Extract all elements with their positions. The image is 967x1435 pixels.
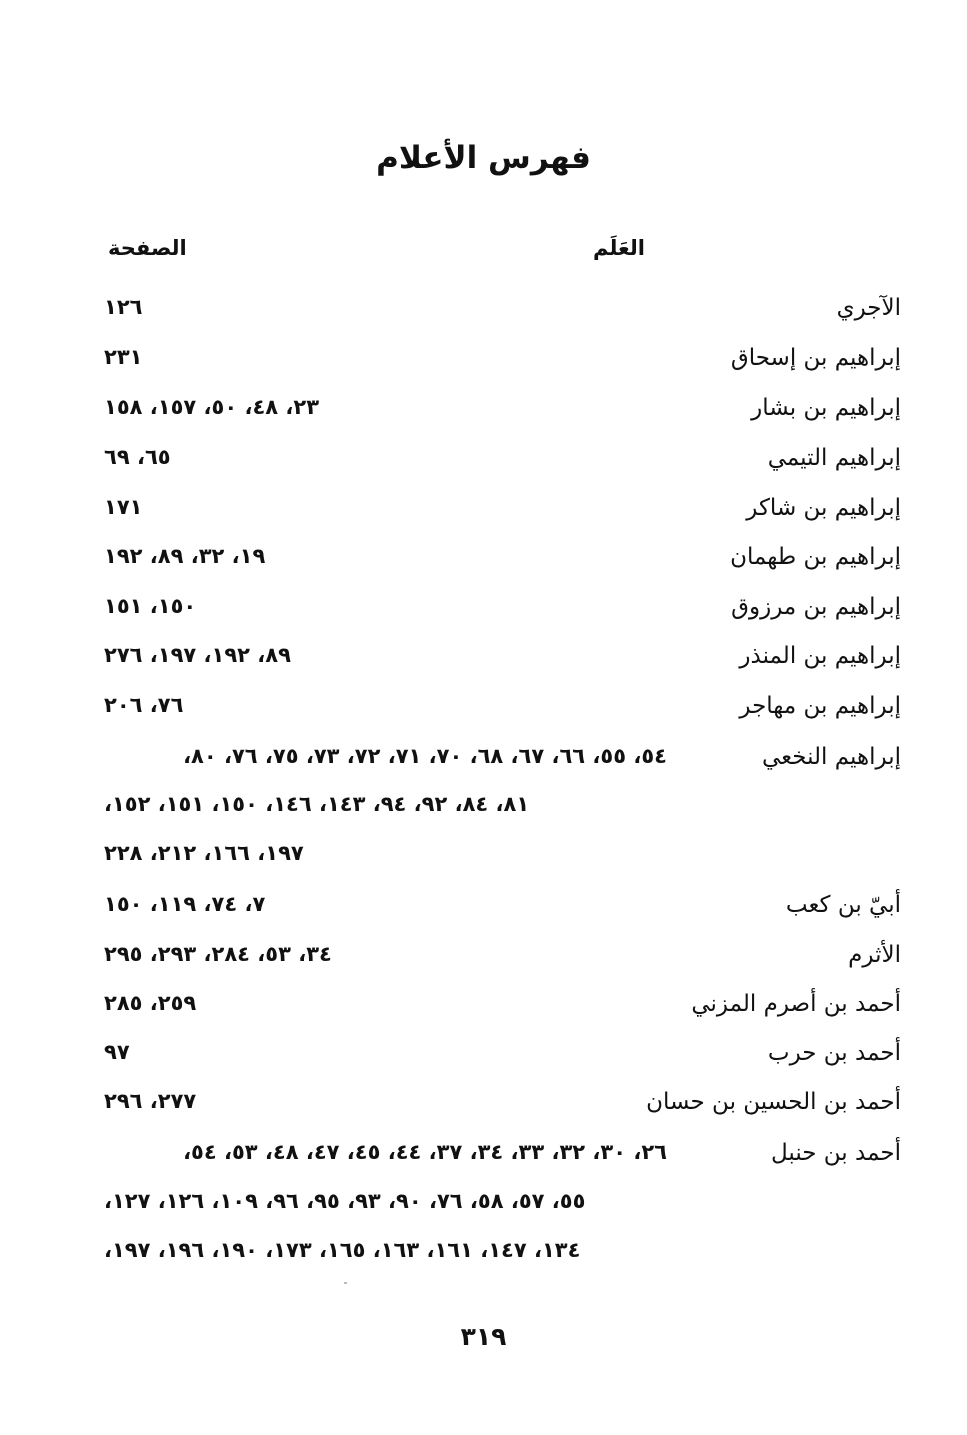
index-entry: [0, 393, 967, 433]
entry-pages: ٢٦، ٣٠، ٣٢، ٣٣، ٣٤، ٣٧، ٤٤، ٤٥، ٤٧، ٤٨، ٥٣، ٥٤،: [183, 1140, 667, 1164]
entry-pages: ٢٣، ٤٨، ٥٠، ١٥٧، ١٥٨: [104, 395, 320, 419]
entry-name: إبراهيم بن شاكر: [746, 495, 901, 521]
entry-name: إبراهيم بن إسحاق: [730, 345, 901, 371]
entry-pages: ١٢٦: [104, 295, 143, 319]
entry-name: إبراهيم بن مرزوق: [731, 594, 901, 620]
entry-name: أبيّ بن كعب: [785, 892, 901, 918]
index-entry: [0, 742, 967, 782]
entry-pages: ٥٥، ٥٧، ٥٨، ٧٦، ٩٠، ٩٣، ٩٥، ٩٦، ١٠٩، ١٢٦، ١٢٧،: [104, 1189, 586, 1213]
entry-name: أحمد بن أصرم المزني: [691, 991, 901, 1017]
entry-pages: ١٣٤، ١٤٧، ١٦١، ١٦٣، ١٦٥، ١٧٣، ١٩٠، ١٩٦، ١٩٧،: [104, 1238, 581, 1262]
index-entry: [0, 443, 967, 483]
entry-pages: ١٥٠، ١٥١: [104, 594, 197, 618]
index-entry: [0, 343, 967, 383]
index-entry-continuation: [0, 1236, 967, 1276]
entry-pages: ٥٤، ٥٥، ٦٦، ٦٧، ٦٨، ٧٠، ٧١، ٧٢، ٧٣، ٧٥، ٧٦، ٨٠،: [183, 744, 667, 768]
index-entry: [0, 1087, 967, 1127]
entry-pages: ١٧١: [104, 495, 143, 519]
page-title: فهرس الأعلام: [376, 140, 591, 176]
entry-name: أحمد بن الحسين بن حسان: [646, 1089, 901, 1115]
entry-pages: ٦٥، ٦٩: [104, 445, 171, 469]
entry-pages: ٨١، ٨٤، ٩٢، ٩٤، ١٤٣، ١٤٦، ١٥٠، ١٥١، ١٥٢،: [104, 792, 530, 816]
entry-pages: ١٩٧، ١٦٦، ٢١٢، ٢٢٨: [104, 841, 304, 865]
entry-name: الأثرم: [848, 942, 901, 968]
speck-mark: [344, 1282, 347, 1284]
entry-name: أحمد بن حرب: [767, 1040, 901, 1066]
entry-pages: ١٩، ٣٢، ٨٩، ١٩٢: [104, 544, 266, 568]
index-entry: [0, 542, 967, 582]
entry-pages: ٢٥٩، ٢٨٥: [104, 991, 197, 1015]
index-entry: [0, 940, 967, 980]
index-entry-continuation: [0, 790, 967, 830]
page-number: ٣١٩: [460, 1322, 507, 1351]
entry-pages: ٧، ٧٤، ١١٩، ١٥٠: [104, 892, 266, 916]
entry-pages: ٣٤، ٥٣، ٢٨٤، ٢٩٣، ٢٩٥: [104, 942, 332, 966]
entry-name: إبراهيم النخعي: [761, 744, 901, 770]
entry-pages: ٨٩، ١٩٢، ١٩٧، ٢٧٦: [104, 643, 291, 667]
column-header-page: الصفحة: [108, 236, 187, 260]
index-entry: [0, 293, 967, 333]
entry-name: إبراهيم بن مهاجر: [739, 693, 901, 719]
entry-name: إبراهيم التيمي: [767, 445, 901, 471]
entry-pages: ٧٦، ٢٠٦: [104, 693, 184, 717]
index-entry: [0, 989, 967, 1029]
entry-name: إبراهيم بن المنذر: [739, 643, 901, 669]
index-entry: [0, 890, 967, 930]
entry-name: الآجري: [836, 295, 901, 321]
index-entry-continuation: [0, 1187, 967, 1227]
entry-pages: ٢٣١: [104, 345, 143, 369]
entry-name: أحمد بن حنبل: [770, 1140, 901, 1166]
index-entry: [0, 1138, 967, 1178]
index-entry: [0, 493, 967, 533]
index-entry: [0, 592, 967, 632]
index-entry: [0, 641, 967, 681]
column-header-name: العَلَم: [593, 236, 645, 260]
index-entry: [0, 1038, 967, 1078]
index-entry-continuation: [0, 839, 967, 879]
entry-name: إبراهيم بن بشار: [751, 395, 901, 421]
entry-pages: ٢٧٧، ٢٩٦: [104, 1089, 197, 1113]
entry-pages: ٩٧: [104, 1040, 130, 1064]
entry-name: إبراهيم بن طهمان: [730, 544, 901, 570]
index-entry: [0, 691, 967, 731]
